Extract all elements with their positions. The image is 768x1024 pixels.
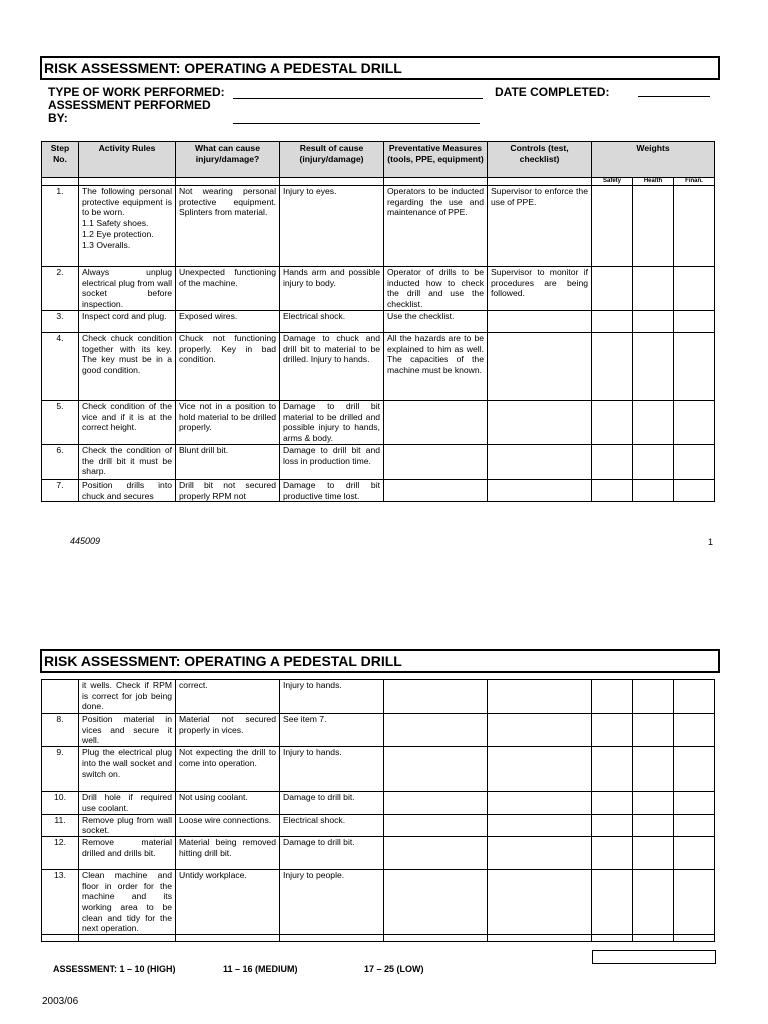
step-cell: 2. [42,267,79,311]
header-activity: Activity Rules [79,142,176,178]
activity-cell [79,935,176,942]
header-safety: Safety [592,178,633,186]
assessment-by-label-1: ASSESSMENT PERFORMED [48,98,211,112]
finan-weight-cell[interactable] [674,444,715,479]
header-cause: What can cause injury/damage? [176,142,280,178]
safety-weight-cell[interactable] [592,680,633,714]
header-controls: Controls (test, checklist) [488,142,592,178]
finan-weight-cell[interactable] [674,747,715,792]
activity-cell: it wells. Check if RPM is correct for job being done. [79,680,176,714]
type-of-work-field[interactable] [233,98,483,99]
controls-cell [488,935,592,942]
health-weight-cell[interactable] [633,714,674,747]
header-finan: Finan. [674,178,715,186]
document-code: 445009 [70,536,101,546]
header-health: Health [633,178,674,186]
controls-cell [488,714,592,747]
finan-weight-cell[interactable] [674,792,715,814]
legend-medium: 11 – 16 (MEDIUM) [223,964,298,974]
preventative-cell [384,444,488,479]
preventative-cell [384,401,488,445]
page-title: RISK ASSESSMENT: OPERATING A PEDESTAL DRILL [40,56,720,80]
controls-cell [488,479,592,501]
result-cell: Damage to drill bit. [280,836,384,869]
health-weight-cell[interactable] [633,444,674,479]
step-cell: 5. [42,401,79,445]
health-weight-cell[interactable] [633,401,674,445]
controls-cell [488,311,592,333]
table-row [42,444,715,479]
activity-cell: Clean machine and floor in order for the machine and its working area to be clean and tidy for the next operation. [79,869,176,934]
result-cell: Damage to drill bit. [280,792,384,814]
controls-cell [488,792,592,814]
step-cell [42,680,79,714]
activity-cell: Position material in vices and secure it well. [79,714,176,747]
risk-table-page1 [41,141,715,502]
activity-cell: Check chuck condition together with its key. The key must be in a good condition. [79,333,176,401]
activity-subitem: 1.1 Safety shoes. [82,218,149,229]
table-row [42,333,715,401]
controls-cell [488,869,592,934]
activity-cell: Plug the electrical plug into the wall socket and switch on. [79,747,176,792]
safety-weight-cell[interactable] [592,333,633,401]
result-cell: Injury to hands. [280,747,384,792]
preventative-cell: Operators to be inducted regarding the use and maintenance of PPE. [384,186,488,267]
preventative-cell [384,836,488,869]
activity-cell: Position drills into chuck and secures [79,479,176,501]
table-row [42,747,715,792]
date-completed-label: DATE COMPLETED: [495,85,610,99]
result-cell: Damage to chuck and drill bit to material to be drilled. Injury to hands. [280,333,384,401]
cause-cell: Not expecting the drill to come into operation. [176,747,280,792]
type-of-work-label: TYPE OF WORK PERFORMED: [48,85,225,99]
table-row [42,714,715,747]
preventative-cell: All the hazards are to be explained to him as well. The capacities of the machine must be known. [384,333,488,401]
step-cell: 7. [42,479,79,501]
page-number: 1 [708,537,714,547]
result-cell: Injury to eyes. [280,186,384,267]
finan-weight-cell[interactable] [674,680,715,714]
result-cell: See item 7. [280,714,384,747]
activity-cell: Check condition of the vice and if it is at the correct height. [79,401,176,445]
assessment-by-field[interactable] [233,123,480,124]
safety-weight-cell[interactable] [592,401,633,445]
activity-cell: Check the condition of the drill bit it must be sharp. [79,444,176,479]
weights-total-box [592,950,716,964]
table-row [42,479,715,501]
table-row [42,186,715,267]
activity-cell: Remove material drilled and drills bit. [79,836,176,869]
finan-weight-cell[interactable] [674,836,715,869]
safety-weight-cell[interactable] [592,267,633,311]
controls-cell [488,401,592,445]
date-completed-field[interactable] [638,96,710,97]
health-weight-cell[interactable] [633,186,674,267]
safety-weight-cell[interactable] [592,444,633,479]
health-weight-cell[interactable] [633,333,674,401]
finan-weight-cell[interactable] [674,333,715,401]
preventative-cell [384,792,488,814]
controls-cell [488,333,592,401]
page-title-2: RISK ASSESSMENT: OPERATING A PEDESTAL DRILL [40,649,720,673]
document-date: 2003/06 [42,996,79,1007]
health-weight-cell[interactable] [633,869,674,934]
health-weight-cell[interactable] [633,747,674,792]
safety-weight-cell[interactable] [592,311,633,333]
finan-weight-cell[interactable] [674,267,715,311]
preventative-cell [384,479,488,501]
safety-weight-cell[interactable] [592,792,633,814]
health-weight-cell[interactable] [633,311,674,333]
safety-weight-cell[interactable] [592,479,633,501]
step-cell: 6. [42,444,79,479]
table-row [42,836,715,869]
cause-cell: Untidy workplace. [176,869,280,934]
step-cell: 8. [42,714,79,747]
activity-cell: Inspect cord and plug. [79,311,176,333]
safety-weight-cell[interactable] [592,836,633,869]
cause-cell: Material not secured properly in vices. [176,714,280,747]
preventative-cell: Use the checklist. [384,311,488,333]
preventative-cell [384,869,488,934]
health-weight-cell[interactable] [633,792,674,814]
health-weight-cell[interactable] [633,935,674,942]
table-row [42,680,715,714]
finan-weight-cell[interactable] [674,186,715,267]
result-cell: Damage to drill bit productive time lost. [280,479,384,501]
table-row [42,267,715,311]
activity-cell: Remove plug from wall socket. [79,814,176,836]
safety-weight-cell[interactable] [592,935,633,942]
header-result: Result of cause (injury/damage) [280,142,384,178]
preventative-cell [384,747,488,792]
step-cell: 9. [42,747,79,792]
cause-cell: Not wearing personal protective equipment. Splinters from material. [176,186,280,267]
step-cell: 3. [42,311,79,333]
result-cell: Electrical shock. [280,311,384,333]
controls-cell [488,814,592,836]
preventative-cell [384,814,488,836]
controls-cell [488,747,592,792]
result-cell: Damage to drill bit material to be drilled and possible injury to hands, arms & body. [280,401,384,445]
table-row [42,401,715,445]
health-weight-cell[interactable] [633,680,674,714]
controls-cell: Supervisor to enforce the use of PPE. [488,186,592,267]
controls-cell [488,680,592,714]
health-weight-cell[interactable] [633,836,674,869]
legend-low: 17 – 25 (LOW) [364,964,424,974]
controls-cell: Supervisor to monitor if procedures are being followed. [488,267,592,311]
cause-cell: Exposed wires. [176,311,280,333]
activity-cell: The following personal protective equipment is to be worn. 1.1 Safety shoes. 1.2 Eye protection. 1.3 Overalls. [79,186,176,267]
controls-cell [488,836,592,869]
table-row [42,814,715,836]
step-cell: 13. [42,869,79,934]
result-cell: Damage to drill bit and loss in production time. [280,444,384,479]
cause-cell: Blunt drill bit. [176,444,280,479]
safety-weight-cell[interactable] [592,747,633,792]
result-cell: Electrical shock. [280,814,384,836]
finan-weight-cell[interactable] [674,869,715,934]
step-cell: 1. [42,186,79,267]
health-weight-cell[interactable] [633,814,674,836]
preventative-cell [384,680,488,714]
table-row [42,869,715,934]
cause-cell: Vice not in a position to hold material to be drilled properly. [176,401,280,445]
header-step: Step No. [42,142,79,178]
result-cell [280,935,384,942]
table-row [42,311,715,333]
cause-cell: Loose wire connections. [176,814,280,836]
health-weight-cell[interactable] [633,267,674,311]
header-preventative: Preventative Measures (tools, PPE, equipment) [384,142,488,178]
table-row [42,792,715,814]
risk-table-page2 [41,679,715,942]
header-weights: Weights [592,142,715,178]
finan-weight-cell[interactable] [674,311,715,333]
safety-weight-cell[interactable] [592,869,633,934]
assessment-by-label-2: BY: [48,111,68,125]
finan-weight-cell[interactable] [674,401,715,445]
cause-cell [176,935,280,942]
health-weight-cell[interactable] [633,479,674,501]
finan-weight-cell[interactable] [674,479,715,501]
result-cell: Injury to people. [280,869,384,934]
cause-cell: Not using coolant. [176,792,280,814]
safety-weight-cell[interactable] [592,186,633,267]
finan-weight-cell[interactable] [674,935,715,942]
cause-cell: Material being removed hitting drill bit. [176,836,280,869]
activity-cell: Drill hole if required use coolant. [79,792,176,814]
result-cell: Hands arm and possible injury to body. [280,267,384,311]
cause-cell: correct. [176,680,280,714]
safety-weight-cell[interactable] [592,814,633,836]
step-cell: 11. [42,814,79,836]
step-cell: 12. [42,836,79,869]
cause-cell: Unexpected functioning of the machine. [176,267,280,311]
preventative-cell: Operator of drills to be inducted how to check the drill and use the checklist. [384,267,488,311]
preventative-cell [384,935,488,942]
step-cell: 4. [42,333,79,401]
cause-cell: Chuck not functioning properly. Key in bad condition. [176,333,280,401]
step-cell: 10. [42,792,79,814]
safety-weight-cell[interactable] [592,714,633,747]
step-cell [42,935,79,942]
preventative-cell [384,714,488,747]
activity-cell: Always unplug electrical plug from wall socket before inspection. [79,267,176,311]
finan-weight-cell[interactable] [674,814,715,836]
table-row [42,935,715,942]
controls-cell [488,444,592,479]
result-cell: Injury to hands. [280,680,384,714]
legend-high: ASSESSMENT: 1 – 10 (HIGH) [53,964,176,974]
activity-subitem: 1.2 Eye protection. [82,228,154,239]
finan-weight-cell[interactable] [674,714,715,747]
cause-cell: Drill bit not secured properly RPM not [176,479,280,501]
activity-subitem: 1.3 Overalls. [82,239,131,250]
